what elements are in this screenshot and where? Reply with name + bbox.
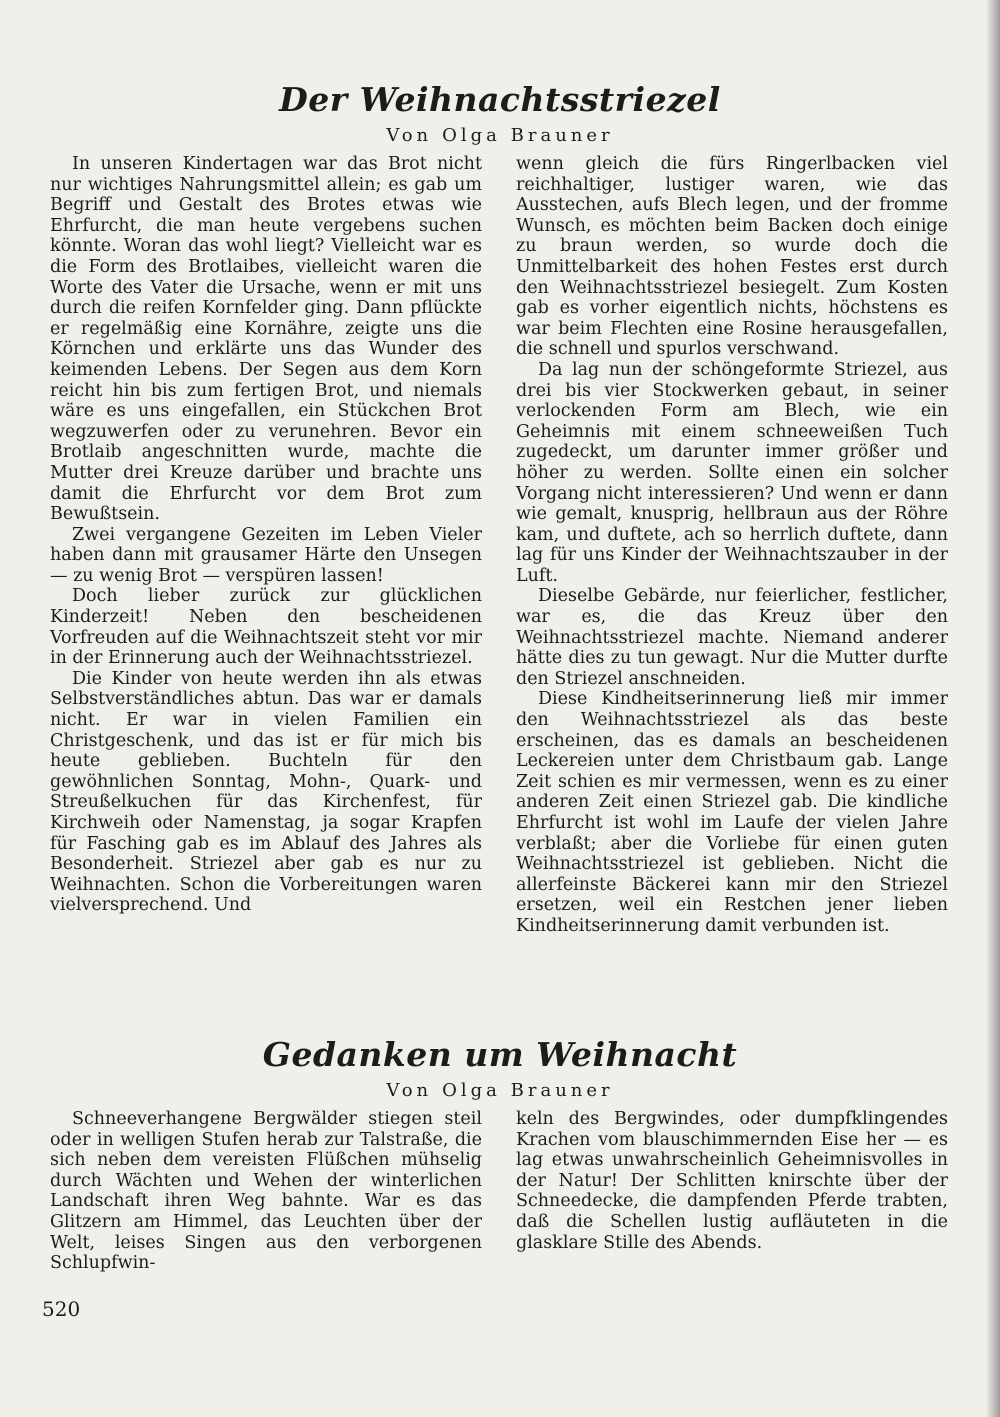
page-edge-shadow [986, 0, 1000, 1417]
byline [50, 124, 950, 148]
column-left [50, 1109, 482, 1274]
byline-prefix: Von [386, 125, 433, 146]
column-right [516, 154, 948, 937]
column-left [50, 154, 482, 916]
byline [50, 1079, 950, 1103]
paragraph: Da lag nun der schöngeformte Striezel, aus drei bis vier Stockwerken gebaut, in seiner verlockenden Form am Blech, wie ein Geheimnis mit einem schneeweißen Tuch zugedeckt, um darunter immer größer und höher zu werden. Sollte einen ein solcher Vorgang nicht interessieren? Und wenn er dann wie gemalt, knusprig, hellbraun aus der Röhre kam, und duftete, ach so herrlich duftete, dann lag für uns Kinder der Weihnachtszauber in der Luft. [516, 359, 948, 586]
byline-prefix: Von [386, 1080, 433, 1101]
author-name: Olga Brauner [442, 125, 614, 146]
article-weihnachtsstriezel [50, 78, 950, 1004]
paragraph: Doch lieber zurück zur glücklichen Kinderzeit! Neben den bescheidenen Vorfreuden auf die Weihnachtszeit steht vor mir in der Erinnerung auch der Weihnachtsstriezel. [50, 586, 482, 669]
paragraph: Die Kinder von heute werden ihn als etwas Selbstverständliches abtun. Das war er damals nicht. Er war in vielen Familien ein Christgeschenk, und das ist er für mich bis heute geblieben. Buchteln für den gewöhnlichen Sonntag, Mohn-, Quark- und Streußelkuchen für das Kirchenfest, für Kirchweih oder Namenstag, ja sogar Krapfen für Fasching gab es im Ablauf des Jahres als Besonderheit. Striezel aber gab es nur zu Weihnachten. Schon die Vorbereitungen waren vielversprechend. Und [50, 668, 482, 916]
paragraph: wenn gleich die fürs Ringerlbacken viel reichhaltiger, lustiger waren, wie das Ausstechen, aufs Blech legen, und der fromme Wunsch, es möchten beim Backen doch einige zu braun werden, so wurde doch die Unmittelbarkeit des hohen Festes erst durch den Weihnachtsstriezel besiegelt. Zum Kosten gab es vorher eigentlich nichts, höchstens es war beim Flechten eine Rosine herausgefallen, die schnell und spurlos verschwand. [516, 154, 948, 360]
article-title: Der Weihnachtsstriezel [279, 80, 721, 119]
text-columns [50, 154, 950, 1004]
page-number: 520 [42, 1297, 81, 1321]
author-name: Olga Brauner [442, 1080, 614, 1101]
paragraph: In unseren Kindertagen war das Brot nicht nur wichtiges Nahrungsmittel allein; es gab um Begriff und Gestalt des Brotes etwas wie Ehrfurcht, die man heute vergebens suchen könnte. Woran das wohl liegt? Vielleicht war es die Form des Brotlaibes, vielleicht waren die Worte des Vater die Ursache, wenn er mit uns durch die reifen Kornfelder ging. Dann pflückte er regelmäßig eine Kornähre, zeigte uns die Körnchen und erklärte uns das Wunder des keimenden Lebens. Der Segen aus dem Korn reicht hin bis zum fertigen Brot, und niemals wäre es uns eingefallen, ein Stückchen Brot wegzuwerfen oder zu verunehren. Bevor ein Brotlaib angeschnitten wurde, machte die Mutter drei Kreuze darüber und brachte uns damit die Ehrfurcht vor dem Brot zum Bewußtsein. [50, 154, 482, 525]
paragraph: Diese Kindheitserinnerung ließ mir immer den Weihnachtsstriezel als das beste erscheinen, das es damals an bescheidenen Leckereien unter dem Christbaum gab. Lange Zeit schien es mir vermessen, wenn es zu einer anderen Zeit einen Striezel gab. Die kindliche Ehrfurcht ist wohl im Laufe der vielen Jahre verblaßt; aber die Vorliebe für einen guten Weihnachtsstriezel ist geblieben. Nicht die allerfeinste Bäckerei kann mir den Striezel ersetzen, weil ein Restchen jener lieben Kindheitserinnerung damit verbunden ist. [516, 689, 948, 936]
text-columns [50, 1109, 950, 1299]
article-title: Gedanken um Weihnacht [262, 1035, 738, 1074]
paragraph: keln des Bergwindes, oder dumpfklingendes Krachen vom blauschimmernden Eise her — es lag etwas unwahrscheinlich Geheimnisvolles in der Natur! Der Schlitten knirschte über der Schneedecke, die dampfenden Pferde trabten, daß die Schellen lustig aufläuteten in die glasklare Stille des Abends. [516, 1109, 948, 1253]
paragraph: Schneeverhangene Bergwälder stiegen steil oder in welligen Stufen herab zur Talstraße, die sich neben dem vereisten Flüßchen mühselig durch Wächten und Wehen der winterlichen Landschaft ihren Weg bahnte. War es das Glitzern am Himmel, das Leuchten über der Welt, leises Singen aus den verborgenen Schlupfwin- [50, 1109, 482, 1274]
column-right [516, 1109, 948, 1253]
paragraph: Zwei vergangene Gezeiten im Leben Vieler haben dann mit grausamer Härte den Unsegen — zu wenig Brot — verspüren lassen! [50, 524, 482, 586]
paragraph: Dieselbe Gebärde, nur feierlicher, festlicher, war es, die das Kreuz über den Weihnachtsstriezel machte. Niemand anderer hätte dies zu tun gewagt. Nur die Mutter durfte den Striezel anschneiden. [516, 586, 948, 689]
article-gedanken-um-weihnacht [50, 1033, 950, 1299]
